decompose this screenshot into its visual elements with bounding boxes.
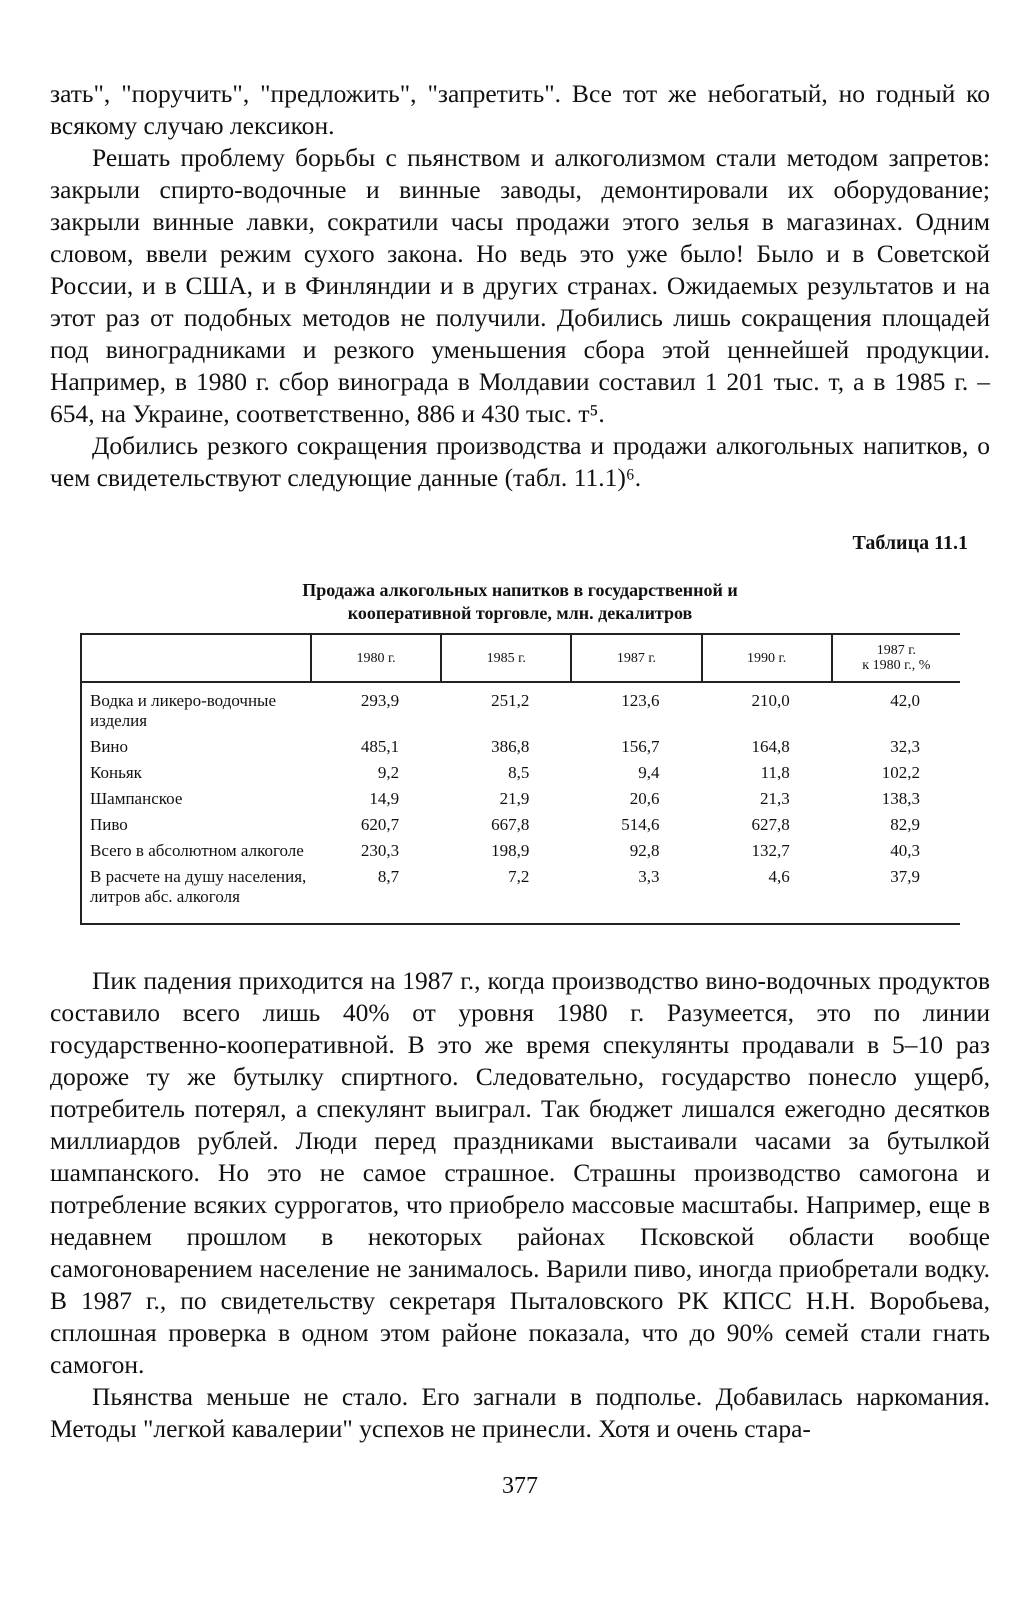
cell-1987: 92,8 [629, 841, 660, 860]
row-label: Пиво [90, 815, 128, 834]
paragraph-2: Решать проблему борьбы с пьянством и алкоголизмом стали методом запретов: закрыли спирто-водочные и винные заводы, демонтировали их оборудование; закрыли винные лавки, сократили часы продажи этого зелья в магазинах. Одним словом, ввели режим сухого закона. Но ведь это уже было! Было и в Советской России, и в США, и в Финляндии и в других странах. Ожидаемых результатов и на этот раз от подобных методов не получили. Добились лишь сокращения площадей под виноградниками и резкого уменьшения сбора этой ценнейшей продукции. Например, в 1980 г. сбор винограда в Молдавии составил 1 201 тыс. т, а в 1985 г. – 654, на Украине, соответственно, 886 и 430 тыс. т⁵. [50, 143, 990, 428]
cell-ratio: 138,3 [881, 789, 920, 808]
table-number: Таблица 11.1 [852, 532, 968, 554]
paragraph-5: Пьянства меньше не стало. Его загнали в подполье. Добавилась наркомания. Методы "легкой кавалерии" успехов не принесли. Хотя и очень стара- [50, 1382, 990, 1443]
lower-text [50, 965, 990, 1445]
cell-ratio: 37,9 [890, 867, 920, 886]
row-label: Всего в абсолютном алкоголе [90, 841, 304, 860]
row-label: Шампанское [90, 789, 183, 808]
table-row [81, 734, 960, 760]
cell-1980: 8,7 [377, 867, 400, 886]
cell-1980: 620,7 [360, 815, 400, 834]
header-1987: 1987 г. [571, 634, 701, 682]
row-label: Вино [90, 737, 129, 756]
cell-1990: 164,8 [751, 737, 790, 756]
paragraph-4: Пик падения приходится на 1987 г., когда производство вино-водочных продуктов составило всего лишь 40% от уровня 1980 г. Разумеется, это по линии государственно-кооперативной. В это же время спекулянты продавали в 5–10 раз дороже ту же бутылку спиртного. Следовательно, государство понесло ущерб, потребитель потерял, а спекулянт выиграл. Так бюджет лишался ежегодно десятков миллиардов рублей. Люди перед праздниками выстаивали часами за бутылкой шампанского. Но это не самое страшное. Страшны производство самогона и потребление всяких суррогатов, что приобрело массовые масштабы. Например, еще в недавнем прошлом в некоторых районах Псковской области вообще самогоноварением население не занималось. Варили пиво, иногда приобретали водку. В 1987 г., по свидетельству секретаря Пыталовского РК КПСС Н.Н. Воробьева, сплошная проверка в одном этом районе показала, что до 90% семей стали гнать самогон. [50, 966, 990, 1379]
header-1990: 1990 г. [702, 634, 832, 682]
cell-ratio: 102,2 [881, 763, 920, 782]
cell-1987: 514,6 [621, 815, 660, 834]
header-1980: 1980 г. [311, 634, 441, 682]
cell-ratio: 32,3 [890, 737, 920, 756]
cell-1985: 667,8 [491, 815, 530, 834]
table-row [81, 786, 960, 812]
page-number: 377 [502, 1473, 538, 1499]
header-1985: 1985 г. [441, 634, 571, 682]
table-row [81, 682, 960, 734]
cell-1980: 293,9 [360, 691, 400, 710]
cell-1987: 123,6 [621, 691, 660, 710]
header-ratio-line2: к 1980 г., % [862, 658, 931, 673]
table-row [81, 812, 960, 838]
row-label: Водка и ликеро-водочные изделия [90, 691, 277, 730]
row-label: Коньяк [90, 763, 142, 782]
cell-1980: 9,2 [377, 763, 400, 782]
paragraph-3: Добились резкого сокращения производства и продажи алкогольных напитков, о чем свидетельствуют следующие данные (табл. 11.1)⁶. [50, 431, 990, 492]
paragraph-1: зать", "поручить", "предложить", "запретить". Все тот же небогатый, но годный ко всякому случаю лексикон. [50, 79, 990, 140]
cell-ratio: 82,9 [890, 815, 920, 834]
cell-1987: 156,7 [621, 737, 660, 756]
cell-1990: 21,3 [759, 789, 790, 808]
table-row [81, 838, 960, 864]
table-header-row [81, 634, 960, 682]
cell-1980: 14,9 [369, 789, 400, 808]
cell-1985: 251,2 [491, 691, 530, 710]
table-row [81, 864, 960, 924]
cell-1990: 132,7 [751, 841, 790, 860]
table-wrapper [80, 633, 960, 925]
cell-1985: 198,9 [491, 841, 530, 860]
cell-1985: 8,5 [508, 763, 530, 782]
header-ratio [832, 634, 960, 682]
header-ratio-line1: 1987 г. [876, 643, 916, 658]
cell-1990: 210,0 [751, 691, 790, 710]
header-empty [81, 634, 311, 682]
cell-1985: 7,2 [508, 867, 530, 886]
cell-ratio: 42,0 [890, 691, 920, 710]
cell-1990: 627,8 [751, 815, 790, 834]
table-row [81, 760, 960, 786]
cell-1980: 485,1 [360, 737, 400, 756]
cell-1980: 230,3 [360, 841, 400, 860]
table-caption-line1: Продажа алкогольных напитков в государственной и [302, 580, 738, 600]
row-label: В расчете на душу населения, литров абс. алкоголя [90, 867, 307, 906]
cell-1985: 21,9 [499, 789, 530, 808]
cell-1990: 11,8 [760, 763, 790, 782]
sales-table [80, 633, 960, 925]
table-caption [50, 579, 990, 625]
cell-1987: 20,6 [629, 789, 660, 808]
cell-ratio: 40,3 [890, 841, 920, 860]
table-caption-line2: кооперативной торговле, млн. декалитров [347, 603, 693, 623]
cell-1985: 386,8 [491, 737, 530, 756]
cell-1987: 3,3 [638, 867, 660, 886]
cell-1990: 4,6 [768, 867, 790, 886]
cell-1987: 9,4 [638, 763, 660, 782]
book-page [50, 78, 990, 1500]
